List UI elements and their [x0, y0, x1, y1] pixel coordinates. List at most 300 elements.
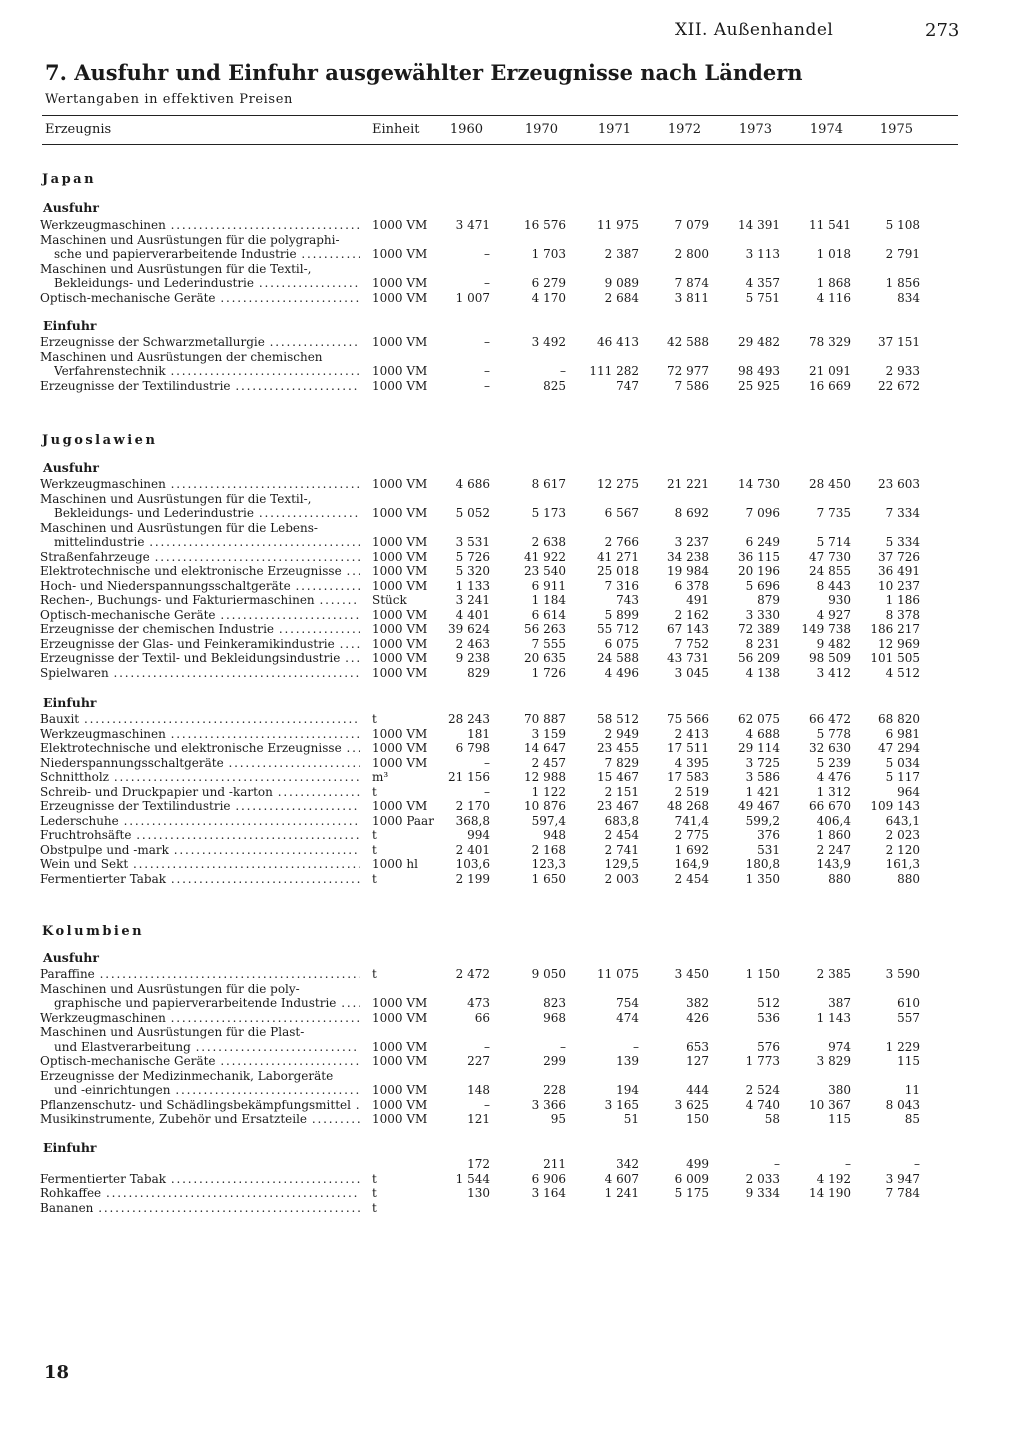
- row-value: 3 412: [816, 665, 851, 680]
- row-value: 42 588: [667, 335, 709, 349]
- row-value: 55 712: [597, 622, 639, 636]
- row-value: 2 933: [885, 364, 920, 378]
- row-unit: 1000 VM: [372, 1039, 428, 1054]
- row-label-text: graphische und papierverarbeitende Industrie: [54, 996, 337, 1010]
- row-value: 11 975: [597, 218, 639, 232]
- row-value: 161,3: [885, 857, 920, 871]
- row-value: 491: [686, 593, 709, 607]
- row-value: 974: [828, 1039, 851, 1054]
- row-value: 109 143: [870, 799, 920, 813]
- row-label-text: Werkzeugmaschinen: [40, 477, 166, 491]
- row-value: 531: [757, 842, 780, 857]
- row-label-text: Spielwaren: [40, 665, 109, 680]
- row-label-text: Erzeugnisse der Textilindustrie: [40, 799, 231, 813]
- row-value: 21 221: [667, 477, 709, 491]
- row-value: 70 887: [524, 712, 566, 726]
- row-value: 834: [897, 290, 920, 305]
- row-unit: 1000 VM: [372, 607, 428, 622]
- row-label-text: Musikinstrumente, Zubehör und Ersatzteile: [40, 1112, 308, 1126]
- row-label-text: [40, 1157, 42, 1171]
- row-label: [54, 996, 360, 1011]
- row-label-text: Elektrotechnische und elektronische Erzeugnisse: [40, 564, 342, 578]
- row-value: 3 330: [745, 607, 780, 622]
- row-value: 23 603: [878, 477, 920, 491]
- row-unit: t: [372, 712, 377, 726]
- column-header-product: Erzeugnis: [45, 122, 112, 137]
- row-unit: 1000 VM: [372, 1010, 428, 1025]
- row-value: 2 247: [816, 842, 851, 857]
- row-value: 98 493: [738, 364, 780, 378]
- row-value: 66 472: [809, 712, 851, 726]
- row-value: 15 467: [597, 770, 639, 784]
- row-label: [40, 622, 360, 637]
- row-unit: t: [372, 842, 377, 857]
- row-label-text: Optisch-mechanische Geräte: [40, 290, 216, 305]
- row-unit: 1000 VM: [372, 290, 428, 305]
- row-label: [40, 492, 360, 507]
- row-value: 653: [686, 1039, 709, 1054]
- row-value: 599,2: [745, 813, 780, 828]
- row-value: 474: [616, 1010, 639, 1025]
- column-header-year: 1975: [879, 122, 913, 137]
- row-label: [40, 828, 360, 843]
- row-unit: 1000 VM: [372, 1083, 428, 1097]
- row-value: 1 421: [745, 784, 780, 799]
- row-label-text: Maschinen und Ausrüstungen für die Textil-,: [40, 261, 312, 276]
- row-value: 14 391: [738, 218, 780, 232]
- row-value: –: [774, 1157, 780, 1171]
- row-unit: 1000 VM: [372, 477, 428, 491]
- row-value: 5 714: [816, 535, 851, 549]
- row-value: 181: [467, 726, 490, 741]
- row-value: 2 457: [531, 755, 566, 770]
- row-value: 49 467: [738, 799, 780, 813]
- row-label-text: Rohkaffee: [40, 1186, 102, 1200]
- row-value: 78 329: [809, 335, 851, 349]
- row-unit: 1000 VM: [372, 549, 428, 564]
- row-value: 129,5: [604, 857, 639, 871]
- row-label-text: Pflanzenschutz- und Schädlingsbekämpfungsmittel: [40, 1097, 351, 1112]
- row-value: 28 450: [809, 477, 851, 491]
- row-value: 4 686: [455, 477, 490, 491]
- row-value: 51: [623, 1112, 639, 1126]
- row-value: 1 229: [885, 1039, 920, 1054]
- row-label-text: Maschinen und Ausrüstungen für die Textil-,: [40, 491, 312, 506]
- row-value: 1 773: [745, 1054, 780, 1068]
- row-value: 7 096: [745, 506, 780, 520]
- row-value: 4 116: [816, 290, 851, 305]
- row-value: –: [845, 1157, 851, 1171]
- row-value: –: [484, 1039, 490, 1054]
- row-label-text: Schreib- und Druckpapier und -karton: [40, 784, 273, 799]
- row-value: 14 190: [809, 1186, 851, 1200]
- row-label: [54, 1083, 360, 1098]
- row-label-text: Schnittholz: [40, 770, 109, 784]
- row-label: [40, 872, 360, 887]
- row-value: 4 740: [745, 1097, 780, 1112]
- row-value: 34 238: [667, 549, 709, 564]
- row-value: 2 684: [604, 290, 639, 305]
- row-value: 7 784: [885, 1186, 920, 1200]
- row-label: [40, 1157, 360, 1172]
- row-value: 67 143: [667, 622, 709, 636]
- row-value: 825: [543, 378, 566, 393]
- row-label-text: Erzeugnisse der Textilindustrie: [40, 378, 231, 393]
- row-value: 5 334: [885, 535, 920, 549]
- row-unit: 1000 VM: [372, 378, 428, 393]
- row-label: [40, 1098, 360, 1113]
- row-value: 2 519: [674, 784, 709, 799]
- row-label-text: Werkzeugmaschinen: [40, 1010, 166, 1025]
- row-value: 2 199: [455, 871, 490, 886]
- row-value: 6 249: [745, 535, 780, 549]
- row-value: 5 034: [885, 755, 920, 770]
- row-label-text: Maschinen und Ausrüstungen für die polygraphi-: [40, 232, 340, 247]
- row-value: 557: [897, 1010, 920, 1025]
- row-label: [40, 1186, 360, 1201]
- row-label: [40, 291, 360, 306]
- column-header-year: 1972: [667, 122, 701, 137]
- row-label-text: Erzeugnisse der Textil- und Bekleidungsindustrie: [40, 651, 341, 665]
- row-value: 58 512: [597, 712, 639, 726]
- flow-heading: Einfuhr: [43, 695, 97, 710]
- row-value: 7 874: [674, 276, 709, 290]
- row-value: 2 463: [455, 636, 490, 651]
- row-label: [40, 593, 360, 608]
- row-unit: 1000 VM: [372, 218, 428, 232]
- row-value: 3 586: [745, 770, 780, 784]
- row-value: 880: [828, 871, 851, 886]
- row-value: 4 357: [745, 276, 780, 290]
- row-unit: Stück: [372, 593, 407, 607]
- row-value: 536: [757, 1010, 780, 1025]
- row-label: [40, 579, 360, 594]
- row-value: –: [484, 335, 490, 349]
- row-value: 6 567: [604, 506, 639, 520]
- row-value: 3 947: [885, 1171, 920, 1186]
- row-value: 123,3: [531, 857, 566, 871]
- row-value: 3 829: [816, 1054, 851, 1068]
- row-value: 610: [897, 996, 920, 1010]
- row-value: 75 566: [667, 712, 709, 726]
- row-label: [40, 379, 360, 394]
- row-value: 2 387: [604, 247, 639, 261]
- row-unit: 1000 VM: [372, 276, 428, 290]
- running-head: XII. Außenhandel: [675, 20, 834, 40]
- row-value: 14 730: [738, 477, 780, 491]
- row-value: 8 617: [531, 477, 566, 491]
- row-label-text: Maschinen und Ausrüstungen für die poly-: [40, 981, 300, 996]
- row-label-text: Bekleidungs- und Lederindustrie: [54, 506, 254, 520]
- row-value: 387: [828, 996, 851, 1010]
- row-value: 968: [543, 1010, 566, 1025]
- row-value: 8 231: [745, 636, 780, 651]
- row-value: 3 450: [674, 967, 709, 981]
- row-unit: m³: [372, 770, 389, 784]
- row-value: 8 043: [885, 1097, 920, 1112]
- row-value: 115: [897, 1054, 920, 1068]
- row-value: 139: [616, 1054, 639, 1068]
- row-label: [40, 1112, 360, 1127]
- row-value: 228: [543, 1083, 566, 1097]
- row-value: 37 726: [878, 549, 920, 564]
- row-value: 5 108: [885, 218, 920, 232]
- row-value: 930: [828, 593, 851, 607]
- row-value: 5 052: [455, 506, 490, 520]
- row-label-text: Fermentierter Tabak: [40, 871, 167, 886]
- flow-heading: Ausfuhr: [43, 200, 99, 215]
- row-value: 7 555: [531, 636, 566, 651]
- row-value: 48 268: [667, 799, 709, 813]
- row-value: 4 607: [604, 1171, 639, 1186]
- row-label-text: Maschinen und Ausrüstungen für die Lebens-: [40, 520, 318, 535]
- row-label: [40, 1069, 360, 1084]
- row-value: 17 511: [667, 741, 709, 755]
- row-value: 6 009: [674, 1171, 709, 1186]
- row-value: 1 018: [816, 247, 851, 261]
- column-header-year: 1960: [449, 122, 483, 137]
- row-value: 41 922: [524, 549, 566, 564]
- row-value: 121: [467, 1112, 490, 1126]
- flow-heading: Ausfuhr: [43, 460, 99, 475]
- row-value: 3 531: [455, 535, 490, 549]
- row-value: 576: [757, 1039, 780, 1054]
- row-value: 4 138: [745, 665, 780, 680]
- row-label-text: Optisch-mechanische Geräte: [40, 1054, 216, 1068]
- row-value: 2 401: [455, 842, 490, 857]
- row-value: 1 726: [531, 665, 566, 680]
- column-header-year: 1974: [809, 122, 843, 137]
- row-label: [40, 785, 360, 800]
- row-value: 39 624: [448, 622, 490, 636]
- row-value: 2 003: [604, 871, 639, 886]
- row-value: 1 122: [531, 784, 566, 799]
- row-value: 5 117: [885, 770, 920, 784]
- row-value: 3 241: [455, 593, 490, 607]
- row-value: 23 540: [524, 564, 566, 578]
- row-value: 754: [616, 996, 639, 1010]
- row-unit: t: [372, 828, 377, 842]
- row-value: 7 586: [674, 378, 709, 393]
- row-value: 683,8: [604, 813, 639, 828]
- row-value: 127: [686, 1054, 709, 1068]
- row-label-text: Straßenfahrzeuge: [40, 549, 150, 564]
- row-label: [40, 712, 360, 727]
- row-unit: 1000 VM: [372, 622, 428, 636]
- row-value: 5 751: [745, 290, 780, 305]
- row-value: 2 168: [531, 842, 566, 857]
- row-value: 43 731: [667, 651, 709, 665]
- row-value: 4 395: [674, 755, 709, 770]
- row-label-text: Fermentierter Tabak: [40, 1171, 167, 1186]
- row-value: 7 752: [674, 636, 709, 651]
- row-value: 95: [550, 1112, 566, 1126]
- row-label: [40, 666, 360, 681]
- row-value: –: [484, 1097, 490, 1112]
- row-value: 2 120: [885, 842, 920, 857]
- row-label-text: Fruchtrohsäfte: [40, 828, 132, 842]
- row-value: 3 366: [531, 1097, 566, 1112]
- row-value: 37 151: [878, 335, 920, 349]
- row-value: 1 007: [455, 290, 490, 305]
- row-value: 6 075: [604, 636, 639, 651]
- row-value: 597,4: [531, 813, 566, 828]
- row-value: 1 312: [816, 784, 851, 799]
- country-heading: Japan: [42, 172, 97, 187]
- row-value: –: [633, 1039, 639, 1054]
- row-value: 380: [828, 1083, 851, 1097]
- row-label-text: Hoch- und Niederspannungsschaltgeräte: [40, 578, 291, 593]
- row-value: 747: [616, 378, 639, 393]
- row-value: 880: [897, 871, 920, 886]
- row-value: 3 811: [674, 290, 709, 305]
- row-value: 115: [828, 1112, 851, 1126]
- row-value: 8 443: [816, 578, 851, 593]
- table-title: 7. Ausfuhr und Einfuhr ausgewählter Erzeugnisse nach Ländern: [45, 60, 803, 85]
- row-value: 72 977: [667, 364, 709, 378]
- row-value: 148: [467, 1083, 490, 1097]
- row-value: 12 969: [878, 636, 920, 651]
- row-unit: 1000 Paar: [372, 813, 434, 828]
- row-value: 11: [904, 1083, 920, 1097]
- table-subtitle: Wertangaben in effektiven Preisen: [45, 92, 293, 107]
- row-value: 5 175: [674, 1186, 709, 1200]
- row-value: 12 988: [524, 770, 566, 784]
- row-value: 22 672: [878, 378, 920, 393]
- row-value: 103,6: [455, 857, 490, 871]
- column-header-year: 1970: [524, 122, 558, 137]
- row-value: 11 541: [809, 218, 851, 232]
- row-label: [54, 535, 360, 550]
- row-label: [40, 477, 360, 492]
- row-value: 2 385: [816, 967, 851, 981]
- row-label-text: Bekleidungs- und Lederindustrie: [54, 276, 254, 290]
- row-value: 14 647: [524, 741, 566, 755]
- row-label: [40, 967, 360, 982]
- row-label-text: Erzeugnisse der Schwarzmetallurgie: [40, 335, 265, 349]
- row-label: [40, 756, 360, 771]
- row-label-text: sche und papierverarbeitende Industrie: [54, 247, 297, 261]
- row-value: 9 050: [531, 967, 566, 981]
- row-value: 47 294: [878, 741, 920, 755]
- row-value: 7 316: [604, 578, 639, 593]
- row-value: 643,1: [885, 813, 920, 828]
- row-value: 21 091: [809, 364, 851, 378]
- row-value: 41 271: [597, 549, 639, 564]
- row-value: 29 482: [738, 335, 780, 349]
- flow-heading: Ausfuhr: [43, 950, 99, 965]
- row-unit: 1000 VM: [372, 651, 428, 665]
- row-label: [54, 276, 360, 291]
- column-header-year: 1973: [738, 122, 772, 137]
- row-value: 1 350: [745, 871, 780, 886]
- row-label-text: Maschinen und Ausrüstungen für die Plast-: [40, 1025, 305, 1039]
- row-value: 5 173: [531, 506, 566, 520]
- column-header-unit: Einheit: [372, 122, 420, 137]
- row-label-text: Paraffine: [40, 967, 95, 981]
- row-label-text: Werkzeugmaschinen: [40, 218, 166, 232]
- row-value: 2 472: [455, 967, 490, 981]
- row-value: 2 775: [674, 828, 709, 842]
- row-value: 164,9: [674, 857, 709, 871]
- row-label-text: Lederschuhe: [40, 813, 119, 828]
- row-value: 499: [686, 1157, 709, 1171]
- row-label-text: Wein und Sekt: [40, 857, 129, 871]
- row-label-text: Bauxit: [40, 712, 80, 726]
- row-value: 85: [904, 1112, 920, 1126]
- row-unit: 1000 VM: [372, 1097, 428, 1112]
- row-value: 1 650: [531, 871, 566, 886]
- row-value: 2 524: [745, 1083, 780, 1097]
- row-unit: 1000 VM: [372, 364, 428, 378]
- row-value: 5 320: [455, 564, 490, 578]
- row-value: 512: [757, 996, 780, 1010]
- row-value: 6 798: [455, 741, 490, 755]
- row-value: 3 492: [531, 335, 566, 349]
- row-label-text: Erzeugnisse der Medizinmechanik, Laborgeräte: [40, 1068, 334, 1083]
- flow-heading: Einfuhr: [43, 1140, 97, 1155]
- row-value: 47 730: [809, 549, 851, 564]
- row-value: 2 800: [674, 247, 709, 261]
- row-label: [40, 521, 360, 536]
- row-value: 3 471: [455, 218, 490, 232]
- row-value: 2 170: [455, 799, 490, 813]
- row-value: 11 075: [597, 967, 639, 981]
- row-value: 10 876: [524, 799, 566, 813]
- row-unit: t: [372, 871, 377, 886]
- row-value: 823: [543, 996, 566, 1010]
- row-value: 2 741: [604, 842, 639, 857]
- row-unit: 1000 VM: [372, 335, 428, 349]
- row-value: 3 164: [531, 1186, 566, 1200]
- row-unit: 1000 VM: [372, 564, 428, 578]
- signature-number: 18: [44, 1362, 70, 1383]
- row-value: 4 688: [745, 726, 780, 741]
- row-value: 4 401: [455, 607, 490, 622]
- row-value: 4 927: [816, 607, 851, 622]
- row-value: 56 209: [738, 651, 780, 665]
- row-label-text: Elektrotechnische und elektronische Erzeugnisse: [40, 741, 342, 755]
- row-value: 3 237: [674, 535, 709, 549]
- row-label-text: Verfahrenstechnik: [54, 364, 166, 378]
- row-value: 56 263: [524, 622, 566, 636]
- row-value: 1 150: [745, 967, 780, 981]
- row-value: 23 455: [597, 741, 639, 755]
- row-unit: 1000 VM: [372, 665, 428, 680]
- row-value: 24 588: [597, 651, 639, 665]
- row-value: 2 454: [674, 871, 709, 886]
- row-value: 5 726: [455, 549, 490, 564]
- row-value: 180,8: [745, 857, 780, 871]
- row-value: 406,4: [816, 813, 851, 828]
- row-value: 66 670: [809, 799, 851, 813]
- row-label: [40, 814, 360, 829]
- row-label-text: mittelindustrie: [54, 535, 145, 549]
- row-label-text: Optisch-mechanische Geräte: [40, 607, 216, 622]
- row-unit: 1000 VM: [372, 535, 428, 549]
- row-value: 7 334: [885, 506, 920, 520]
- row-label: [40, 1054, 360, 1069]
- row-value: 1 544: [455, 1171, 490, 1186]
- row-value: 10 367: [809, 1097, 851, 1112]
- row-value: 6 911: [531, 578, 566, 593]
- row-value: 36 115: [738, 549, 780, 564]
- row-value: 4 496: [604, 665, 639, 680]
- row-value: –: [914, 1157, 920, 1171]
- row-value: 6 906: [531, 1171, 566, 1186]
- row-unit: 1000 VM: [372, 741, 428, 755]
- row-value: 829: [467, 665, 490, 680]
